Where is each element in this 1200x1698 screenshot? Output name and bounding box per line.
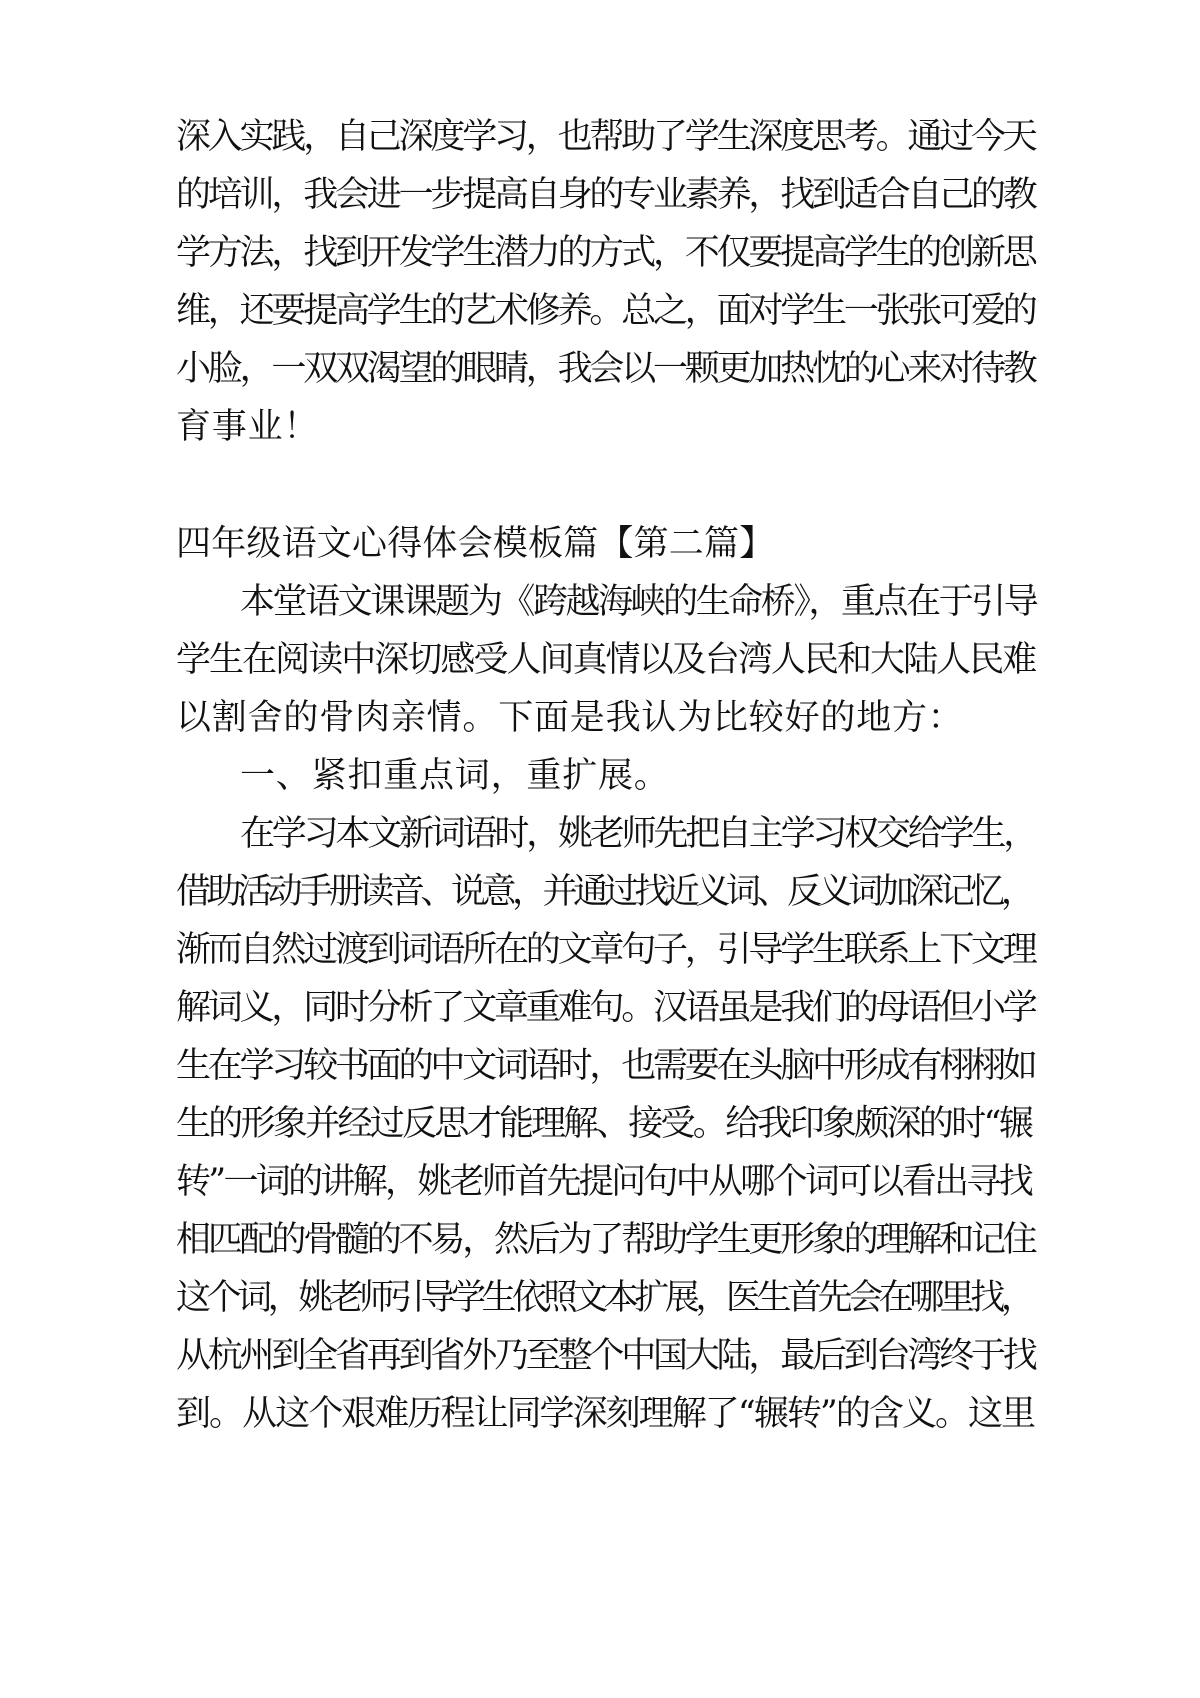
- paragraph-line: 小脸，一双双渴望的眼睛，我会以一颗更加热忱的心来对待教: [176, 349, 1035, 389]
- paragraph-line: 转”一词的讲解，姚老师首先提问句中从哪个词可以看出寻找: [176, 1162, 1031, 1202]
- paragraph-line: 学方法，找到开发学生潜力的方式，不仅要提高学生的创新思: [176, 233, 1035, 273]
- paragraph-line: 生在学习较书面的中文词语时，也需要在头脑中形成有栩栩如: [176, 1046, 1035, 1086]
- section-heading: 四年级语文心得体会模板篇【第二篇】: [176, 524, 775, 564]
- paragraph-line: 从杭州到全省再到省外乃至整个中国大陆，最后到台湾终于找: [176, 1336, 1035, 1376]
- paragraph-line: 以割舍的骨肉亲情。下面是我认为比较好的地方：: [176, 698, 964, 738]
- paragraph-line: 的培训，我会进一步提高自身的专业素养，找到适合自己的教: [176, 175, 1035, 215]
- paragraph-line: 相匹配的骨髓的不易，然后为了帮助学生更形象的理解和记住: [176, 1220, 1035, 1260]
- paragraph-line: 到。从这个艰难历程让同学深刻理解了“辗转”的含义。这里: [176, 1394, 1035, 1434]
- paragraph-line: 育事业！: [176, 407, 320, 447]
- paragraph-line: 本堂语文课课题为《跨越海峡的生命桥》，重点在于引导: [240, 582, 1037, 622]
- paragraph-line: 借助活动手册读音、说意，并通过找近义词、反义词加深记忆，: [176, 872, 1032, 912]
- paragraph-line: 解词义，同时分析了文章重难句。汉语虽是我们的母语但小学: [176, 988, 1035, 1028]
- point-heading: 一、紧扣重点词，重扩展。: [240, 756, 670, 796]
- paragraph-line: 学生在阅读中深切感受人间真情以及台湾人民和大陆人民难: [176, 640, 1036, 680]
- paragraph-line: 深入实践，自己深度学习，也帮助了学生深度思考。通过今天: [176, 117, 1035, 157]
- paragraph-line: 生的形象并经过反思才能理解、接受。给我印象颇深的时“辗: [176, 1104, 1031, 1144]
- paragraph-line: 维，还要提高学生的艺术修养。总之，面对学生一张张可爱的: [176, 291, 1035, 331]
- paragraph-line: 在学习本文新词语时，姚老师先把自主学习权交给学生，: [240, 814, 1036, 854]
- paragraph-line: 渐而自然过渡到词语所在的文章句子，引导学生联系上下文理: [176, 930, 1035, 970]
- paragraph-line: 这个词，姚老师引导学生依照文本扩展，医生首先会在哪里找，: [176, 1278, 1032, 1318]
